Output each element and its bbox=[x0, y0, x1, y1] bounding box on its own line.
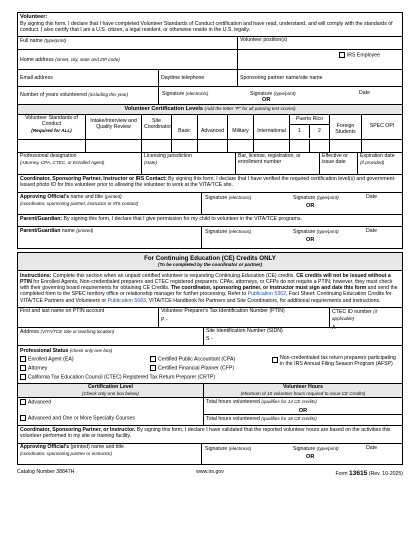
hours-verification-statement: Coordinator, Sponsoring Partner, or Instructor. By signing this form, I declare I have validated that the reported volunteer hours are based on the activities this volunteer performed in my site or training facility. bbox=[18, 425, 402, 443]
ce-approving-official-field[interactable]: Approving Official's (printed) name and title (coordinator, sponsoring partner or instructor) bbox=[18, 444, 202, 464]
coordinator-section bbox=[17, 175, 403, 215]
status-ea-checkbox[interactable] bbox=[20, 356, 26, 362]
irs-employee-label: IRS Employee bbox=[346, 52, 380, 59]
form-footer bbox=[17, 470, 403, 478]
or-separator: OR bbox=[262, 97, 271, 104]
volunteer-intro: By signing this form, I declare that I have completed Volunteer Standards of Conduct certification and have read, understand, and will comply with the standards of conduct. I also certify that I am a U.S. citizen, a legal resident, or otherwise reside in the U.S. legally. bbox=[20, 21, 393, 34]
home-address-label: Home address bbox=[20, 57, 54, 64]
home-address-field[interactable]: Home address (street, city, state and ZIP code) bbox=[18, 50, 238, 69]
professional-designation-field[interactable]: Professional designation (Attorney, CPA, CTEC, or Enrolled Agent) bbox=[18, 153, 142, 174]
cert-levels-heading: Volunteer Certification Levels bbox=[124, 106, 203, 113]
approving-official-field[interactable]: Approving Official's name and title (printed) (coordinator, sponsoring partner, instructor or IRS contact) bbox=[18, 193, 202, 214]
professional-status-group: Professional Status (check only one box) Enrolled Agent (EA) Attorney California Tax Education Council (CTEC) Registered Tax Return Preparer (CRTP) Certified Public Accountant (CPA) Certified Financial Planner (CFP) Non-credentialed tax return preparers participating in the IRS Annual Filing Season Program (AFSP) bbox=[18, 345, 402, 383]
sponsoring-partner-label: Sponsoring partner name/site name bbox=[240, 75, 323, 82]
catalog-number: Catalog Number 38847H bbox=[17, 468, 75, 475]
col-military: Military bbox=[228, 115, 254, 139]
email-field[interactable] bbox=[18, 70, 159, 86]
volunteer-signature-field[interactable]: Signature (electronic) Signature (type/print) OR Date bbox=[162, 90, 370, 104]
licensing-jurisdiction-field[interactable]: Licensing jurisdiction (state) bbox=[142, 153, 236, 174]
hours-18-field[interactable]: Total hours volunteered (qualifies for 18 CE credits) bbox=[204, 414, 402, 425]
email-label: Email address bbox=[20, 75, 53, 82]
parent-section bbox=[17, 215, 403, 249]
parent-signature-field[interactable]: Signature (electronic) Signature (type/print) OR Date bbox=[205, 228, 377, 244]
status-cpa-checkbox[interactable] bbox=[150, 356, 156, 362]
col-foreign-students: Foreign Students bbox=[330, 115, 362, 139]
years-volunteered-field[interactable]: Number of years volunteered (including this year) bbox=[18, 87, 159, 104]
sponsoring-partner-field[interactable] bbox=[238, 70, 402, 86]
positions-label: Volunteer position(s) bbox=[240, 37, 288, 44]
col-advanced: Advanced bbox=[198, 115, 228, 139]
col-spec-opi: SPEC OPI bbox=[369, 123, 395, 130]
volunteer-section bbox=[17, 12, 403, 105]
bar-license-field[interactable]: Bar, license, registration, or enrollment number bbox=[236, 153, 320, 174]
ptin-name-field[interactable]: First and last name on PTIN account bbox=[18, 308, 159, 327]
ce-instructions: Instructions: Complete this section when an unpaid certified volunteer is requesting Continuing Education (CE) credits. CE credits will not be issued without a PTIN for Enrolled Agents, Non-credentialed preparers and CTEC registered preparers. CPAs, attorneys, or CFPs do not require a PTIN; however, they must check with their governing board requirements for obtaining CE Credits. The coordinator, sponsoring partner, or instructor must sign and date this form and send the completed form to the SPEC territory office or relationship manager for further processing. Refer to Publication 5362, Fact Sheet: Continuing Education Credits for VITA/TCE Partners and Volunteers or Publication 5683, VITA/TCE Handbook for Partners and Site Coordinators, for additional requirements and instructions. bbox=[20, 272, 398, 304]
full-name-label: Full name bbox=[20, 38, 43, 45]
col-international: International bbox=[254, 115, 290, 139]
specialty-checkbox[interactable] bbox=[20, 415, 26, 421]
specialty-option[interactable]: Advanced and One or More Specialty Courses bbox=[18, 414, 204, 425]
coordinator-statement: Coordinator, Sponsoring Partner, Instructor or IRS Contact: By signing this form, I declare that I have verified the required certification level(s) and government-issued photo ID for this volunteer prior to allowing the volunteer to work at the VITA/TCE site. bbox=[20, 176, 396, 189]
status-noncred-checkbox[interactable] bbox=[272, 357, 278, 363]
col-site: Site Coordinator bbox=[142, 115, 172, 139]
form-id: Form 13615 (Rev. 10-2025) bbox=[335, 469, 403, 477]
hours-14-field[interactable]: Total hours volunteered (qualifies for 14 CE credits) bbox=[206, 398, 317, 405]
publication-5683-link[interactable]: Publication 5683 bbox=[107, 297, 146, 304]
coordinator-signature-field[interactable]: Signature (electronic) Signature (type/print) OR Date bbox=[205, 194, 377, 210]
advanced-checkbox[interactable] bbox=[20, 399, 26, 405]
col-intake: Intake/Interview and Quality Review bbox=[86, 115, 142, 139]
irs-website: www.irs.gov bbox=[196, 468, 224, 475]
status-ctec-checkbox[interactable] bbox=[20, 374, 26, 380]
irs-employee-checkbox[interactable] bbox=[339, 52, 345, 58]
status-attorney-checkbox[interactable] bbox=[20, 365, 26, 371]
parent-name-field[interactable]: Parent/Guardian name (printed) bbox=[18, 227, 202, 248]
site-address-field[interactable]: Address (VITA/TCE Site or teaching location) bbox=[18, 328, 204, 345]
sidn-field[interactable]: Site Identification Number (SIDN) S - bbox=[206, 327, 283, 342]
col-standards: Volunteer Standards of Conduct (Required for ALL) bbox=[18, 115, 86, 139]
col-basic: Basic bbox=[172, 115, 198, 139]
publication-5362-link[interactable]: Publication 5362 bbox=[247, 291, 287, 298]
date-label: Date bbox=[359, 90, 370, 97]
ce-signature-field[interactable]: Signature (electronic) Signature (type/print) OR Date bbox=[205, 444, 377, 460]
status-cfp-checkbox[interactable] bbox=[150, 365, 156, 371]
effective-date-field[interactable]: Effective or issue date bbox=[320, 153, 358, 174]
ctec-id-field[interactable]: CTEC ID number (if applicable) A - bbox=[332, 308, 378, 331]
ptin-field[interactable]: Volunteer Preparer's Tax Identification Number (PTIN) P - bbox=[159, 308, 330, 327]
parent-statement: Parent/Guardian: By signing this form, I declare that I give permission for my child to volunteer in the VITA/TCE programs. bbox=[20, 216, 302, 223]
expiration-date-field[interactable]: Expiration date (if provided) bbox=[360, 153, 395, 166]
col-puerto-rico: Puerto Rico 1 2 bbox=[290, 115, 330, 139]
volunteer-heading: Volunteer: bbox=[20, 14, 48, 20]
hours-header: Volunteer Hours (Minimum of 10 volunteer hours required to issue CE Credits) bbox=[240, 383, 366, 396]
certification-levels-section: Volunteer Certification Levels (Add the letter "P" for all passing test scores) Volunteer Standards of Conduct (Required for ALL) Intake/Interview and Quality Review Site Coordinator Basic Advanced Military International Puerto Rico 1 2 Foreign Students SPEC OPI Professional designation (Attorney, CPA, CTEC, or Enrolled Agent) Licensing jurisdiction (state) Bar, license, registration, or enrollment number Effective or issue date Expiration date (if provided) bbox=[17, 105, 403, 175]
positions-field[interactable] bbox=[238, 37, 402, 49]
advanced-option[interactable]: Advanced bbox=[18, 398, 204, 408]
daytime-phone-label: Daytime telephone bbox=[161, 75, 205, 82]
ce-credits-section: For Continuing Education (CE) Credits ONLY (To be completed by the coordinator or partner) Instructions: Complete this section when an unpaid certified volunteer is requesting Continuing Education (CE) credits. CE credits will not be issued without a PTIN for Enrolled Agents, Non-credentialed preparers and CTEC registered preparers. CPAs, attorneys, or CFPs do not require a PTIN; however, they must check with their governing board requirements for obtaining CE Credits. The coordinator, sponsoring partner, or instructor must sign and date this form and send the completed form to the SPEC territory office or relationship manager for further processing. Refer to Publication 5362, Fact Sheet: Continuing Education Credits for VITA/TCE Partners and Volunteers or Publication 5683, VITA/TCE Handbook for Partners and Site Coordinators, for additional requirements and instructions. First and last name on PTIN account Volunteer Preparer's Tax Identification Number (PTIN) P - CTEC ID number (if applicable) A - Address (VITA/TCE Site or teaching location) Site Identification Number (SIDN) S - Professional Status (check only one box) Enrolled Agent (EA) Attorney California Tax Education Council (CTEC) Registered Tax Return Preparer (CRTP) Certified Public Accountant (CPA) Certified Financial Planner (CFP) Non-credentialed tax return preparers participating in the IRS Annual Filing Season Program (AFSP) Certification Level (Check only one box below) Volunteer Hours (Minimum of 10 volunteer hours required to issue CE Credits) Advanced Total hours volunteered (qualifies for 14 CE credits) OR Advanced and One or More Specialty Courses Total hours volunteered (qualifies for 18 CE credits) Coordinator, Sponsoring Partner, or Instructor. By signing this form, I declare I have validated that the reported volunteer hours are based on the activities this volunteer performed in my site or training facility. Approving Official's (printed) name and title (coordinator, sponsoring partner or instructor) Signature (electronic) Signature (type/print) OR Date bbox=[17, 252, 403, 465]
cert-level-header: Certification Level (Check only one box below) bbox=[18, 384, 204, 397]
form-13615-page bbox=[17, 12, 403, 478]
ce-heading: For Continuing Education (CE) Credits ONLY bbox=[144, 255, 276, 263]
full-name-field[interactable]: Full name (type/print) bbox=[18, 37, 238, 49]
daytime-phone-field[interactable] bbox=[159, 70, 238, 86]
